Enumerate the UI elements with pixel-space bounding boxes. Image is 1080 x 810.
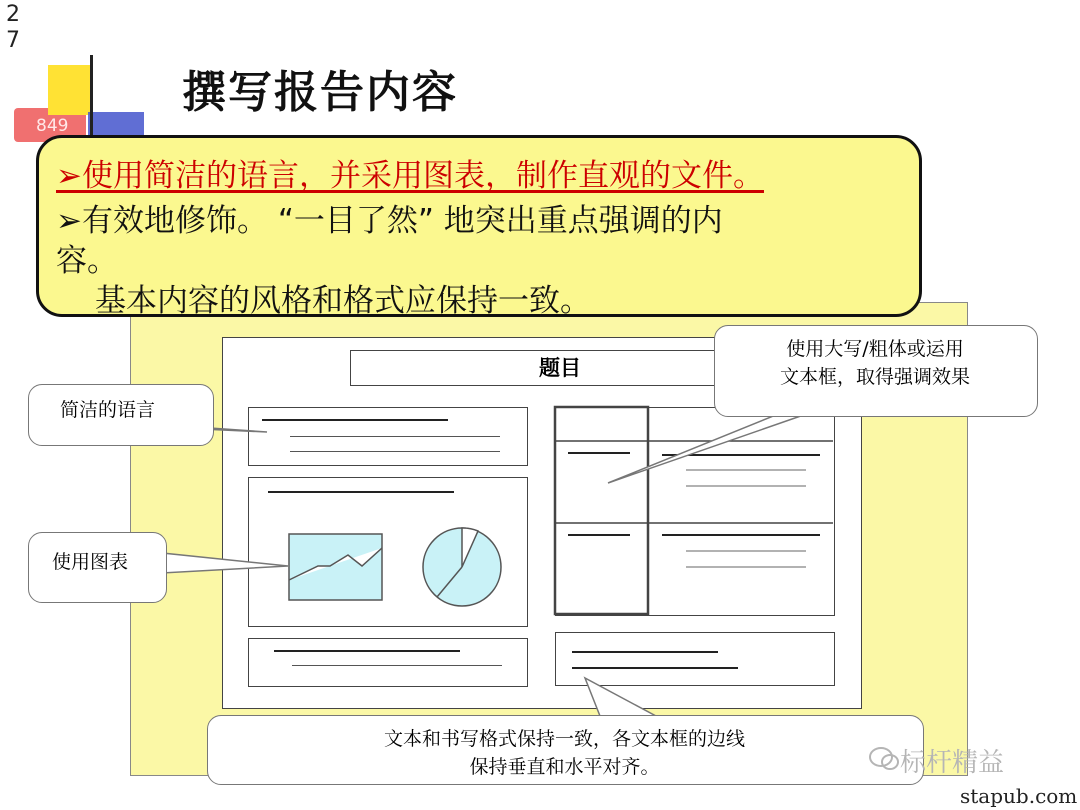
bubble-tail-emphasis — [608, 410, 818, 483]
callout-line-2: ➢有效地修饰。 “一目了然” 地突出重点强调的内 — [56, 203, 723, 239]
area-chart-icon — [289, 534, 382, 600]
doc-title: 题目 — [539, 356, 581, 380]
bubble-align-line1: 文本和书写格式保持一致，各文本框的边线 — [383, 728, 745, 750]
bubble-align-line2: 保持垂直和水平对齐。 — [469, 756, 660, 778]
table-grid — [555, 407, 833, 614]
bubble-emphasis-line1: 使用大写/粗体或运用 — [786, 338, 964, 360]
bubble-tail-chart — [162, 553, 288, 573]
wechat-icon — [868, 745, 900, 773]
page-number: 2 7 — [6, 2, 20, 53]
bubble-emphasis-line2: 文本框，取得强调效果 — [779, 366, 970, 388]
bubble-language-text: 简洁的语言 — [60, 399, 156, 421]
decor-number: 849 — [36, 116, 69, 136]
table-text-lines — [568, 453, 820, 567]
callout-line-1: ➢使用简洁的语言，并采用图表，制作直观的文件。 — [56, 158, 764, 194]
pie-chart-icon — [423, 528, 501, 606]
slide-title: 撰写报告内容 — [182, 67, 458, 118]
callout-line-4: 基本内容的风格和格式应保持一致。 — [95, 283, 591, 319]
bubble-tail-align — [585, 678, 656, 716]
callout-line-3: 容。 — [56, 243, 118, 279]
watermark: 标杆精益 — [900, 748, 1005, 778]
site-url: stapub.com — [960, 784, 1078, 808]
bubble-chart-text: 使用图表 — [52, 551, 129, 573]
